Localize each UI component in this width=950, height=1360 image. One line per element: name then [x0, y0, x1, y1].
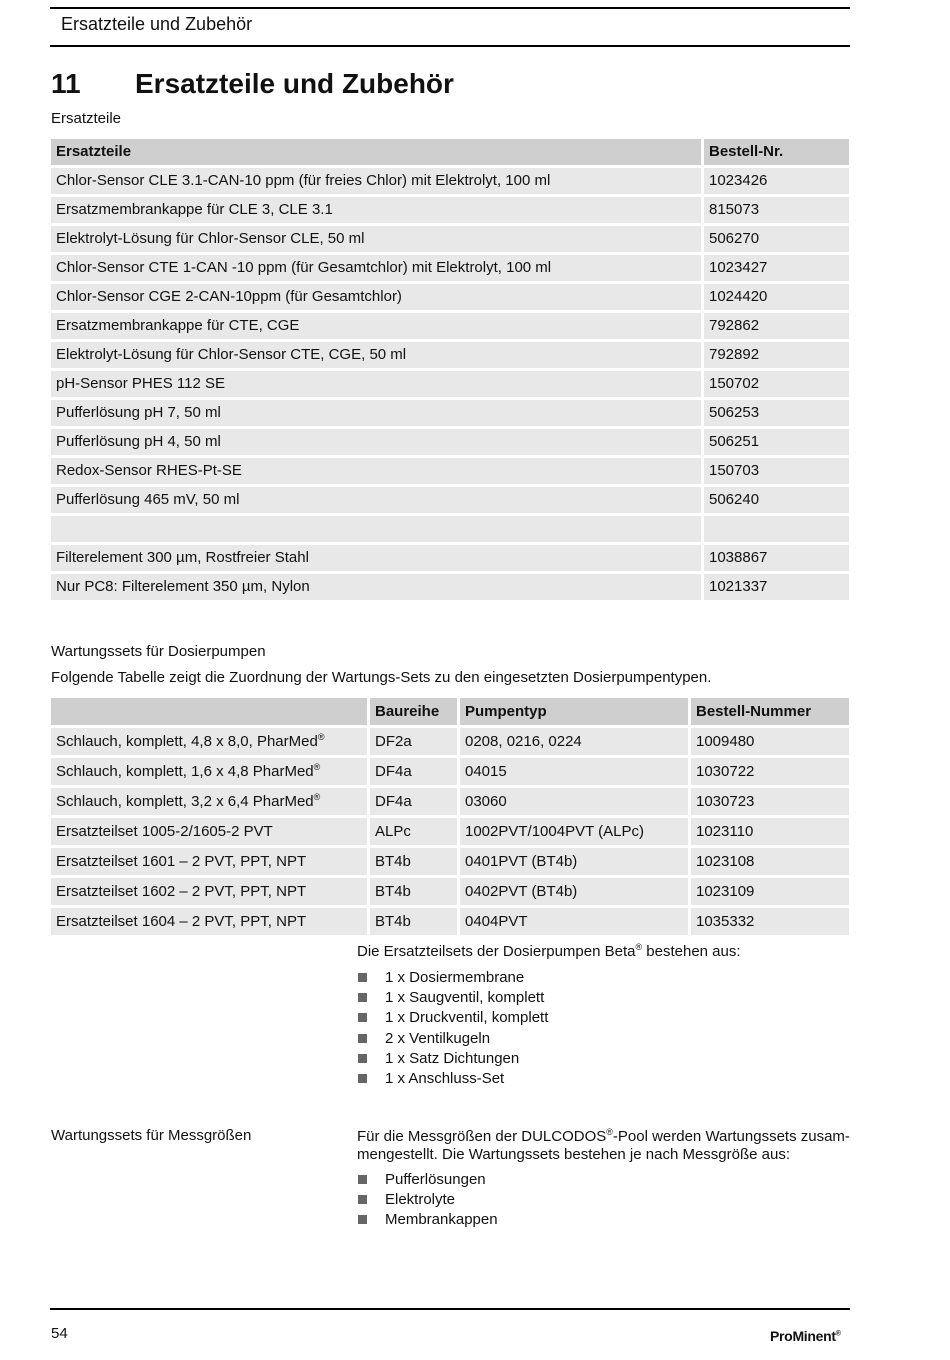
pump-type-cell: 0404PVT: [460, 908, 688, 935]
list-item-text: Pufferlösungen: [385, 1171, 486, 1188]
item-text: Ersatzteilset 1604 – 2 PVT, PPT, NPT: [56, 913, 307, 930]
column-header-pump-type: Pumpentyp: [460, 698, 688, 725]
item-cell: [51, 728, 367, 755]
measure-text: Für die Messgrößen der DULCODOS: [357, 1128, 607, 1145]
order-number-cell: 506253: [704, 400, 849, 426]
part-name-cell: Redox-Sensor RHES-Pt-SE: [51, 458, 701, 484]
item-cell: [51, 878, 367, 905]
order-number-cell: 1023426: [704, 168, 849, 194]
part-name-cell: Elektrolyt-Lösung für Chlor-Sensor CLE, 50 ml: [51, 226, 701, 252]
item-text: Schlauch, komplett, 3,2 x 6,4 PharMed: [56, 793, 314, 810]
part-name-cell: [51, 516, 701, 542]
part-name-cell: Ersatzmembrankappe für CLE 3, CLE 3.1: [51, 197, 701, 223]
measure-sets-label: Wartungssets für Messgrößen: [51, 1127, 252, 1144]
table-row: [51, 429, 849, 455]
order-number-cell: 1023109: [691, 878, 849, 905]
pump-sets-intro: Folgende Tabelle zeigt die Zuordnung der Wartungs-Sets zu den eingesetzten Dosierpumpentypen.: [51, 669, 712, 686]
pump-sets-table: [48, 695, 852, 938]
part-name-cell: Filterelement 300 µm, Rostfreier Stahl: [51, 545, 701, 571]
list-item: [357, 1170, 498, 1190]
list-item-text: 2 x Ventilkugeln: [385, 1029, 491, 1047]
measure-sets-text: [357, 1128, 852, 1164]
item-text: Ersatzteilset 1005-2/1605-2 PVT: [56, 823, 273, 840]
list-item: [357, 1049, 548, 1069]
order-number-cell: 1023110: [691, 818, 849, 845]
table-row: [51, 168, 849, 194]
square-bullet-icon: [358, 973, 367, 982]
order-number-cell: 1030722: [691, 758, 849, 785]
order-number-cell: 1024420: [704, 284, 849, 310]
beta-note-suffix: bestehen aus:: [642, 943, 741, 960]
item-cell: [51, 788, 367, 815]
list-item-text: 1 x Dosiermembrane: [385, 969, 525, 986]
series-cell: DF4a: [370, 788, 457, 815]
footer-rule: [50, 1308, 850, 1310]
column-header-order-no: Bestell-Nr.: [704, 139, 849, 165]
square-bullet-icon: [358, 1215, 367, 1224]
table-row: [51, 371, 849, 397]
table-row: [51, 758, 849, 785]
measure-set-contents-list: [357, 1170, 498, 1231]
order-number-cell: 506270: [704, 226, 849, 252]
table-row: [51, 226, 849, 252]
square-bullet-icon: [358, 1013, 367, 1022]
order-number-cell: 506251: [704, 429, 849, 455]
column-header-item: [51, 698, 367, 725]
pump-type-cell: 0208, 0216, 0224: [460, 728, 688, 755]
item-cell: [51, 818, 367, 845]
list-item-text: 1 x Druckventil, komplett: [385, 1009, 549, 1027]
table-header-row: [51, 698, 849, 725]
order-number-cell: 1035332: [691, 908, 849, 935]
series-cell: ALPc: [370, 818, 457, 845]
table-row: [51, 400, 849, 426]
part-name-cell: pH-Sensor PHES 112 SE: [51, 371, 701, 397]
page-number: 54: [51, 1325, 68, 1342]
part-name-cell: Ersatzmembrankappe für CTE, CGE: [51, 313, 701, 339]
pump-type-cell: 0402PVT (BT4b): [460, 878, 688, 905]
square-bullet-icon: [358, 1054, 367, 1063]
table-row: [51, 313, 849, 339]
table-row: [51, 342, 849, 368]
table-row: [51, 908, 849, 935]
pump-type-cell: 1002PVT/1004PVT (ALPc): [460, 818, 688, 845]
list-item-text: 1 x Anschluss-Set: [385, 1069, 505, 1087]
table-row: [51, 818, 849, 845]
part-name-cell: Chlor-Sensor CLE 3.1-CAN-10 ppm (für freies Chlor) mit Elektrolyt, 100 ml: [51, 168, 701, 194]
column-header-series: Baureihe: [370, 698, 457, 725]
table-row: [51, 516, 849, 542]
pump-type-cell: 04015: [460, 758, 688, 785]
table-row: [51, 487, 849, 513]
chapter-number: 11: [51, 68, 81, 99]
part-name-cell: Chlor-Sensor CGE 2-CAN-10ppm (für Gesamtchlor): [51, 284, 701, 310]
item-text: Ersatzteilset 1601 – 2 PVT, PPT, NPT: [56, 853, 307, 870]
list-item: [357, 968, 548, 988]
table-row: [51, 878, 849, 905]
pump-sets-label: Wartungssets für Dosierpumpen: [51, 643, 266, 660]
square-bullet-icon: [358, 1034, 367, 1043]
order-number-cell: 1009480: [691, 728, 849, 755]
series-cell: BT4b: [370, 848, 457, 875]
pump-type-cell: 0401PVT (BT4b): [460, 848, 688, 875]
square-bullet-icon: [358, 1074, 367, 1083]
table-row: [51, 848, 849, 875]
list-item: [357, 1008, 548, 1028]
table-row: [51, 545, 849, 571]
list-item-text: Membrankappen: [385, 1211, 498, 1229]
spare-parts-label: Ersatzteile: [51, 110, 122, 127]
list-item: [357, 1029, 548, 1049]
registered-mark: ®: [317, 732, 325, 742]
order-number-cell: 1038867: [704, 545, 849, 571]
table-row: [51, 284, 849, 310]
part-name-cell: Pufferlösung 465 mV, 50 ml: [51, 487, 701, 513]
list-item: [357, 1190, 498, 1210]
table-row: [51, 728, 849, 755]
series-cell: DF4a: [370, 758, 457, 785]
beta-set-contents-list: [357, 968, 548, 1089]
order-number-cell: 150703: [704, 458, 849, 484]
order-number-cell: 792862: [704, 313, 849, 339]
table-row: [51, 458, 849, 484]
logo-text: ProMinent: [770, 1328, 836, 1344]
pump-type-cell: 03060: [460, 788, 688, 815]
series-cell: DF2a: [370, 728, 457, 755]
order-number-cell: 1023108: [691, 848, 849, 875]
series-cell: BT4b: [370, 908, 457, 935]
order-number-cell: 1023427: [704, 255, 849, 281]
list-item: [357, 988, 548, 1008]
list-item-text: 1 x Satz Dichtungen: [385, 1049, 520, 1067]
order-number-cell: 1021337: [704, 574, 849, 600]
list-item: [357, 1069, 548, 1089]
part-name-cell: Chlor-Sensor CTE 1-CAN -10 ppm (für Gesamtchlor) mit Elektrolyt, 100 ml: [51, 255, 701, 281]
item-cell: [51, 848, 367, 875]
order-number-cell: 1030723: [691, 788, 849, 815]
item-text: Ersatzteilset 1602 – 2 PVT, PPT, NPT: [56, 883, 307, 900]
header-rule-top: [50, 7, 850, 9]
item-cell: [51, 758, 367, 785]
list-item-text: Elektrolyte: [385, 1191, 456, 1209]
column-header-order-number: Bestell-Nummer: [691, 698, 849, 725]
table-row: [51, 574, 849, 600]
logo-registered-mark: ®: [835, 1330, 841, 1338]
header-rule-bottom: [50, 45, 850, 47]
order-number-cell: 150702: [704, 371, 849, 397]
table-row: [51, 255, 849, 281]
registered-mark: ®: [313, 792, 321, 802]
prominent-logo: [770, 1328, 841, 1344]
order-number-cell: 792892: [704, 342, 849, 368]
list-item-text: 1 x Saugventil, komplett: [385, 989, 545, 1007]
list-item: [357, 1210, 498, 1230]
beta-sets-note: [357, 943, 852, 961]
table-row: [51, 788, 849, 815]
order-number-cell: [704, 516, 849, 542]
spare-parts-table: [48, 136, 852, 603]
beta-note-text: Die Ersatzteilsets der Dosierpumpen Beta: [357, 943, 636, 960]
series-cell: BT4b: [370, 878, 457, 905]
table-row: [51, 197, 849, 223]
part-name-cell: Elektrolyt-Lösung für Chlor-Sensor CTE, CGE, 50 ml: [51, 342, 701, 368]
chapter-title: Ersatzteile und Zubehör: [135, 68, 454, 99]
part-name-cell: Pufferlösung pH 7, 50 ml: [51, 400, 701, 426]
part-name-cell: Pufferlösung pH 4, 50 ml: [51, 429, 701, 455]
column-header-part: Ersatzteile: [51, 139, 701, 165]
item-text: Schlauch, komplett, 4,8 x 8,0, PharMed: [56, 733, 318, 750]
registered-mark: ®: [606, 1127, 613, 1137]
item-cell: [51, 908, 367, 935]
measure-text-suffix: -Pool werden Wartungssets zusam-mengestellt. Die Wartungssets bestehen je nach Messgröße aus:: [357, 1128, 850, 1163]
order-number-cell: 815073: [704, 197, 849, 223]
square-bullet-icon: [358, 1195, 367, 1204]
table-header-row: [51, 139, 849, 165]
part-name-cell: Nur PC8: Filterelement 350 µm, Nylon: [51, 574, 701, 600]
running-title: Ersatzteile und Zubehör: [61, 14, 253, 34]
item-text: Schlauch, komplett, 1,6 x 4,8 PharMed: [56, 763, 314, 780]
square-bullet-icon: [358, 993, 367, 1002]
registered-mark: ®: [635, 942, 643, 952]
order-number-cell: 506240: [704, 487, 849, 513]
square-bullet-icon: [358, 1175, 367, 1184]
registered-mark: ®: [313, 762, 321, 772]
